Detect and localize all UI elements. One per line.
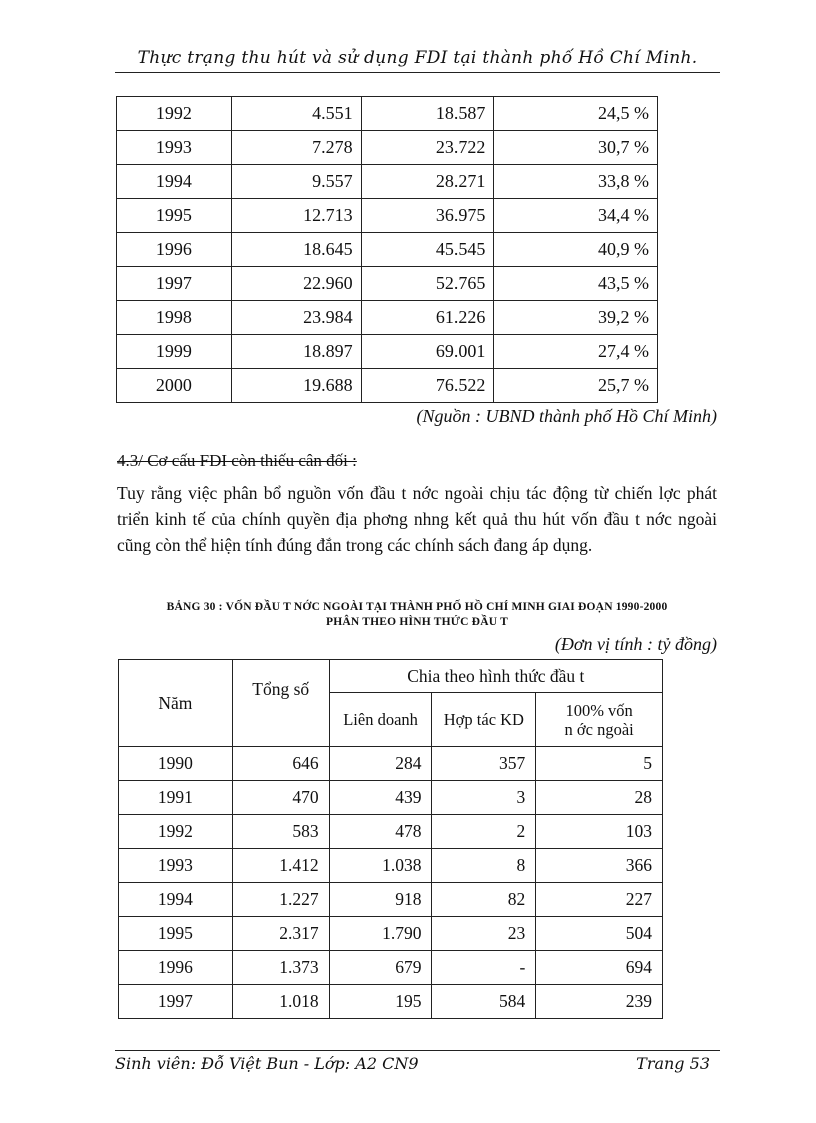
year-cell: 1998 (117, 301, 232, 335)
value-cell: 7.278 (231, 131, 361, 165)
unit-note: (Đơn vị tính : tỷ đồng) (554, 634, 717, 654)
value-cell: 43,5 % (494, 267, 658, 301)
value-cell: 439 (329, 781, 432, 815)
value-cell: 2.317 (232, 917, 329, 951)
value-cell: 583 (232, 815, 329, 849)
value-cell: 694 (536, 951, 663, 985)
value-cell: 8 (432, 849, 536, 883)
value-cell: 18.897 (231, 335, 361, 369)
value-cell: 357 (432, 747, 536, 781)
year-cell: 1996 (117, 233, 232, 267)
section-heading: 4.3/ Cơ cấu FDI còn thiếu cân đối : (117, 451, 357, 470)
value-cell: 28.271 (361, 165, 494, 199)
value-cell: 195 (329, 985, 432, 1019)
value-cell: 1.038 (329, 849, 432, 883)
table-row (117, 97, 658, 131)
year-cell: 1994 (119, 883, 233, 917)
value-cell: 24,5 % (494, 97, 658, 131)
value-cell: 30,7 % (494, 131, 658, 165)
table-row (119, 781, 663, 815)
value-cell: 227 (536, 883, 663, 917)
value-cell: 1.790 (329, 917, 432, 951)
header-group: Chia theo hình thức đầu t (329, 660, 662, 693)
value-cell: 82 (432, 883, 536, 917)
year-cell: 1991 (119, 781, 233, 815)
year-cell: 2000 (117, 369, 232, 403)
footer-student: Sinh viên: Đỗ Việt Bun - Lớp: A2 CN9 (115, 1054, 419, 1073)
header-foreign-owned-line1: 100% vốn (565, 700, 633, 720)
value-cell: 1.227 (232, 883, 329, 917)
value-cell: 22.960 (231, 267, 361, 301)
table-row (119, 951, 663, 985)
table-row (117, 267, 658, 301)
value-cell: 284 (329, 747, 432, 781)
value-cell: 3 (432, 781, 536, 815)
year-cell: 1997 (117, 267, 232, 301)
value-cell: 61.226 (361, 301, 494, 335)
year-cell: 1995 (117, 199, 232, 233)
year-cell: 1995 (119, 917, 233, 951)
value-cell: 9.557 (231, 165, 361, 199)
value-cell: 239 (536, 985, 663, 1019)
value-cell: 33,8 % (494, 165, 658, 199)
value-cell: 584 (432, 985, 536, 1019)
value-cell: 2 (432, 815, 536, 849)
value-cell: 19.688 (231, 369, 361, 403)
table-row (117, 165, 658, 199)
table-caption-line2: PHÂN THEO HÌNH THỨC ĐẦU T (326, 616, 508, 628)
value-cell: 23 (432, 917, 536, 951)
value-cell: 4.551 (231, 97, 361, 131)
year-cell: 1992 (117, 97, 232, 131)
header-foreign-owned-line2: n ớc ngoài (564, 719, 634, 739)
year-cell: 1997 (119, 985, 233, 1019)
table-row (119, 747, 663, 781)
value-cell: 18.587 (361, 97, 494, 131)
value-cell: 45.545 (361, 233, 494, 267)
value-cell: 504 (536, 917, 663, 951)
value-cell: 366 (536, 849, 663, 883)
value-cell: 69.001 (361, 335, 494, 369)
footer-page-number: Trang 53 (636, 1054, 710, 1073)
value-cell: 34,4 % (494, 199, 658, 233)
value-cell: 28 (536, 781, 663, 815)
fdi-ratio-table (116, 96, 658, 403)
header-year: Năm (119, 660, 233, 747)
value-cell: 103 (536, 815, 663, 849)
table-row (117, 233, 658, 267)
value-cell: 25,7 % (494, 369, 658, 403)
value-cell: 12.713 (231, 199, 361, 233)
table-row (119, 985, 663, 1019)
table-row (117, 369, 658, 403)
table-row (117, 335, 658, 369)
table-row (117, 131, 658, 165)
table-caption (117, 600, 717, 630)
table-row (119, 917, 663, 951)
value-cell: 5 (536, 747, 663, 781)
value-cell: 918 (329, 883, 432, 917)
value-cell: 36.975 (361, 199, 494, 233)
table-row (119, 815, 663, 849)
value-cell: 23.984 (231, 301, 361, 335)
value-cell: 646 (232, 747, 329, 781)
value-cell: 1.018 (232, 985, 329, 1019)
header-foreign-owned (536, 693, 663, 747)
value-cell: 470 (232, 781, 329, 815)
year-cell: 1992 (119, 815, 233, 849)
page-header-title: Thực trạng thu hút và sử dụng FDI tại thành phố Hồ Chí Minh. (137, 48, 698, 68)
table-row (117, 301, 658, 335)
value-cell: 76.522 (361, 369, 494, 403)
footer-rule (115, 1050, 720, 1051)
table-caption-line1: BẢNG 30 : VỐN ĐẦU T NỚC NGOÀI TẠI THÀNH PHỐ HỒ CHÍ MINH GIAI ĐOẠN 1990-2000 (166, 601, 668, 613)
value-cell: 27,4 % (494, 335, 658, 369)
value-cell: 18.645 (231, 233, 361, 267)
value-cell: 39,2 % (494, 301, 658, 335)
value-cell: - (432, 951, 536, 985)
header-bcc: Hợp tác KD (432, 693, 536, 747)
header-joint-venture: Liên doanh (329, 693, 432, 747)
source-note: (Nguồn : UBND thành phố Hồ Chí Minh) (416, 406, 717, 426)
value-cell: 1.412 (232, 849, 329, 883)
year-cell: 1993 (119, 849, 233, 883)
value-cell: 1.373 (232, 951, 329, 985)
value-cell: 52.765 (361, 267, 494, 301)
value-cell: 23.722 (361, 131, 494, 165)
body-paragraph: Tuy rằng việc phân bổ nguồn vốn đầu t nớc ngoài chịu tác động từ chiến lợc phát triển kinh tế của chính quyền địa phơng nhng kết quả thu hút vốn đầu t nớc ngoài cũng còn thể hiện tính đúng đắn trong các chính sách đang áp dụng. (117, 483, 717, 555)
year-cell: 1990 (119, 747, 233, 781)
table-row (119, 883, 663, 917)
year-cell: 1994 (117, 165, 232, 199)
year-cell: 1993 (117, 131, 232, 165)
value-cell: 679 (329, 951, 432, 985)
table-row (119, 849, 663, 883)
year-cell: 1999 (117, 335, 232, 369)
year-cell: 1996 (119, 951, 233, 985)
value-cell: 478 (329, 815, 432, 849)
header-rule (115, 72, 720, 73)
table-row (117, 199, 658, 233)
value-cell: 40,9 % (494, 233, 658, 267)
header-total: Tổng số (232, 660, 329, 747)
fdi-by-form-table (118, 659, 663, 1019)
